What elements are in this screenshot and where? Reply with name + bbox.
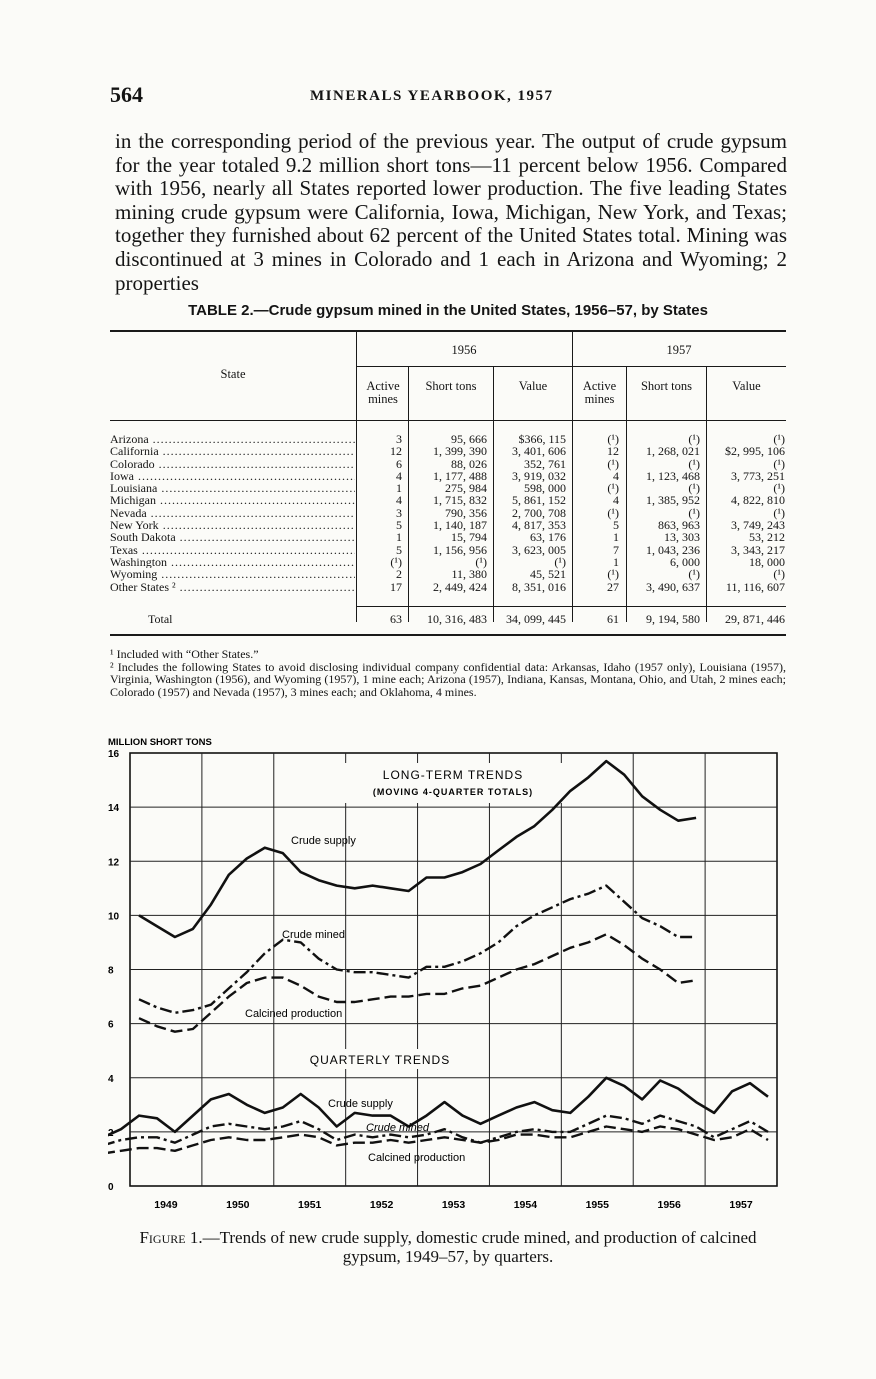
tons-1957-cell: 1, 043, 236 <box>646 542 700 557</box>
short-tons-header: Short tons <box>425 379 477 393</box>
mines-1956-cell: 1 <box>396 530 402 545</box>
value-1957-cell: 18, 000 <box>749 554 785 569</box>
total-label: Total <box>148 612 173 626</box>
tons-1957-cell: 6, 000 <box>670 554 700 569</box>
value-1956-cell: 4, 817, 353 <box>512 518 566 533</box>
gypsum-table <box>110 330 786 638</box>
total-value-1956: 34, 099, 445 <box>506 612 566 626</box>
x-tick-label: 1957 <box>729 1199 753 1211</box>
y-tick-label: 14 <box>108 803 120 815</box>
series-labels <box>245 835 465 1164</box>
value-1957-cell: 3, 343, 217 <box>731 542 785 557</box>
label-calcined-quarterly: Calcined production <box>368 1152 466 1164</box>
value-1957-cell: 11, 116, 607 <box>725 579 785 594</box>
value-1956-cell: 5, 861, 152 <box>512 493 566 508</box>
value-1957-cell: (¹) <box>773 432 785 446</box>
figure-caption <box>110 1228 786 1266</box>
tons-1956-cell: 1, 399, 390 <box>433 444 487 459</box>
value-1957-cell: $2, 995, 106 <box>725 444 785 459</box>
x-tick-label: 1955 <box>585 1199 609 1211</box>
state-cell: Nevada ..... <box>110 507 355 519</box>
mines-1957-cell: 4 <box>613 468 619 483</box>
mines-1957-cell: 1 <box>613 554 619 569</box>
chart-series <box>108 761 768 1153</box>
y-tick-label: 0 <box>108 1182 114 1193</box>
y-axis-label: MILLION SHORT TONS <box>108 737 212 748</box>
value-1957-column <box>707 433 785 593</box>
value-1956-cell: 3, 919, 032 <box>512 468 566 483</box>
mines-1957-cell: (¹) <box>607 481 619 496</box>
value-1957-cell: 4, 822, 810 <box>731 493 785 508</box>
label-crude-mined-quarterly: Crude mined <box>366 1122 429 1134</box>
tons-1957-cell: 863, 963 <box>658 518 700 533</box>
y-tick-label: 12 <box>108 857 120 869</box>
mines-1956-column <box>358 433 402 593</box>
value-1957-cell: (¹) <box>773 481 785 496</box>
footnote-1: ¹ Included with “Other States.” <box>110 647 259 661</box>
header-bottom-rule <box>110 420 786 421</box>
y-tick-label: 16 <box>108 749 120 760</box>
state-cell: South Dakota ..... <box>110 531 355 543</box>
tons-1956-cell: 1, 156, 956 <box>433 542 487 557</box>
state-column <box>110 433 355 593</box>
label-crude-supply-quarterly: Crude supply <box>328 1098 393 1110</box>
value-1956-cell: 352, 761 <box>524 456 566 471</box>
tons-1956-cell: 1, 715, 832 <box>433 493 487 508</box>
y-tick-label: 2 <box>108 1127 114 1139</box>
figure-label: Figure 1. <box>139 1228 203 1247</box>
state-cell: Arizona ..... <box>110 433 355 445</box>
short-tons-header: Short tons <box>640 379 693 393</box>
state-cell: Colorado ..... <box>110 458 355 470</box>
tons-1957-cell: (¹) <box>688 567 700 582</box>
value-header: Value <box>732 379 761 393</box>
label-crude-mined-long: Crude mined <box>282 929 345 941</box>
x-tick-label: 1954 <box>513 1199 538 1211</box>
state-cell: Texas ..... <box>110 544 355 556</box>
x-tick-label: 1952 <box>369 1199 394 1211</box>
state-cell: California ..... <box>110 445 355 457</box>
tons-1956-cell: 275, 984 <box>445 481 487 496</box>
value-1956-cell: 45, 521 <box>530 567 566 582</box>
x-tick-label: 1956 <box>657 1199 681 1211</box>
table-bottom-rule <box>110 634 786 636</box>
mines-1957-cell: (¹) <box>607 456 619 471</box>
year-1956-header: 1956 <box>451 343 477 357</box>
page-header <box>110 82 786 112</box>
table-top-rule <box>110 330 786 332</box>
value-1956-cell: 3, 623, 005 <box>512 542 566 557</box>
state-cell: New York ..... <box>110 519 355 531</box>
tons-1956-cell: 88, 026 <box>451 456 487 471</box>
tons-1957-cell: (¹) <box>688 456 700 471</box>
tons-1956-cell: 790, 356 <box>445 505 487 520</box>
y-tick-labels <box>108 749 120 1193</box>
y-tick-label: 6 <box>108 1019 114 1031</box>
footnote-2: ² Includes the following States to avoid disclosing individual company confidential data: Arkansas, Idaho (1957 only), Louisiana (1957), Virginia, Washington (1956), and Wyoming (1957), 1 mine each; Arizona (1957), Indiana, Kansas, Montana, Ohio, and Utah, 2 mines each; Colorado (1957) and Nevada (1957), 3 mines each; and Oklahoma, 4 mines. <box>110 659 786 699</box>
tons-1956-cell: (¹) <box>475 554 487 569</box>
long-term-subtitle: (MOVING 4-QUARTER TOTALS) <box>372 787 534 797</box>
state-cell: Michigan ..... <box>110 494 355 506</box>
body-paragraph: in the corresponding period of the previous year. The output of crude gypsum for the year totaled 9.2 million short tons—11 percent below 1956. Compared with 1956, nearly all States reported lower production. The five leading States mining crude gypsum were California, Iowa, Michigan, New York, and Texas; together they furnished about 62 percent of the United States total. Mining was discontinued at 3 mines in Colorado and 1 each in Arizona and Wyoming; 2 properties <box>115 129 787 295</box>
active-mines-header: Active mines <box>366 379 400 406</box>
x-tick-labels <box>154 1199 753 1211</box>
total-mines-1957: 61 <box>607 612 619 626</box>
quarterly-title: QUARTERLY TRENDS <box>309 1053 451 1067</box>
total-rule <box>356 606 786 607</box>
value-1956-cell: 3, 401, 606 <box>512 444 566 459</box>
mines-1956-cell: 5 <box>396 542 402 557</box>
mines-1956-cell: 6 <box>396 456 402 471</box>
y-tick-label: 10 <box>108 911 120 923</box>
value-1957-cell: (¹) <box>773 505 785 520</box>
value-1957-cell: (¹) <box>773 567 785 582</box>
running-title: MINERALS YEARBOOK, 1957 <box>310 88 554 104</box>
state-cell: Washington ..... <box>110 556 355 568</box>
total-value-1957: 29, 871, 446 <box>725 612 785 626</box>
total-tons-1956: 10, 316, 483 <box>427 612 487 626</box>
state-cell: Wyoming ..... <box>110 568 355 580</box>
table-title: TABLE 2.—Crude gypsum mined in the United States, 1956–57, by States <box>188 302 708 319</box>
tons-1956-cell: 95, 666 <box>451 432 487 446</box>
state-cell: Iowa ..... <box>110 470 355 482</box>
tons-1957-cell: 13, 303 <box>664 530 700 545</box>
tons-1957-cell: 1, 123, 468 <box>646 468 700 483</box>
y-tick-label: 8 <box>108 965 114 977</box>
value-1957-cell: 3, 773, 251 <box>731 468 785 483</box>
tons-1956-cell: 15, 794 <box>451 530 487 545</box>
tons-1956-cell: 11, 380 <box>451 567 487 582</box>
gypsum-trends-chart <box>108 733 788 1223</box>
header-rule <box>356 366 786 367</box>
mines-1957-cell: (¹) <box>607 432 619 446</box>
table-footnotes <box>110 648 786 698</box>
mines-1957-cell: 1 <box>613 530 619 545</box>
x-tick-label: 1953 <box>441 1199 466 1211</box>
tons-1957-cell: (¹) <box>688 481 700 496</box>
x-tick-label: 1951 <box>298 1199 322 1211</box>
tons-1957-column <box>627 433 700 593</box>
tons-1957-cell: (¹) <box>688 432 700 446</box>
column-rule <box>356 330 357 622</box>
label-crude-supply-long: Crude supply <box>291 835 356 847</box>
y-tick-label: 4 <box>108 1073 114 1085</box>
value-1956-cell: 8, 351, 016 <box>512 579 566 594</box>
mines-1957-column <box>573 433 619 593</box>
value-1956-cell: 2, 700, 708 <box>512 505 566 520</box>
mines-1956-cell: 3 <box>396 432 402 446</box>
state-cell: Louisiana ..... <box>110 482 355 494</box>
mines-1956-cell: 17 <box>390 579 402 594</box>
state-header: State <box>220 367 246 381</box>
mines-1956-cell: 2 <box>396 567 402 582</box>
mines-1957-cell: (¹) <box>607 567 619 582</box>
mines-1957-cell: 5 <box>613 518 619 533</box>
value-1957-cell: 53, 212 <box>749 530 785 545</box>
mines-1956-cell: 4 <box>396 493 402 508</box>
tons-1957-cell: 1, 268, 021 <box>646 444 700 459</box>
value-1956-cell: $366, 115 <box>518 432 566 446</box>
mines-1956-cell: (¹) <box>390 554 402 569</box>
value-1957-cell: (¹) <box>773 456 785 471</box>
mines-1957-cell: 7 <box>613 542 619 557</box>
value-1956-column <box>494 433 566 593</box>
page-number: 564 <box>110 82 143 107</box>
active-mines-header: Active mines <box>582 379 617 406</box>
tons-1957-cell: 1, 385, 952 <box>646 493 700 508</box>
tons-1956-cell: 2, 449, 424 <box>433 579 487 594</box>
tons-1956-cell: 1, 140, 187 <box>433 518 487 533</box>
total-tons-1957: 9, 194, 580 <box>646 612 700 626</box>
mines-1956-cell: 1 <box>396 481 402 496</box>
value-1956-cell: (¹) <box>554 554 566 569</box>
value-header: Value <box>518 379 548 393</box>
value-1956-cell: 598, 000 <box>524 481 566 496</box>
state-cell: Other States ² ..... <box>110 581 355 593</box>
mines-1957-cell: 27 <box>607 579 619 594</box>
tons-1957-cell: 3, 490, 637 <box>646 579 700 594</box>
mines-1956-cell: 3 <box>396 505 402 520</box>
value-1957-cell: 3, 749, 243 <box>731 518 785 533</box>
label-calcined-long: Calcined production <box>245 1008 343 1020</box>
year-1957-header: 1957 <box>666 343 692 357</box>
x-tick-label: 1949 <box>154 1199 178 1211</box>
mines-1956-cell: 4 <box>396 468 402 483</box>
mines-1957-cell: (¹) <box>607 505 619 520</box>
mines-1957-cell: 4 <box>613 493 619 508</box>
tons-1956-cell: 1, 177, 488 <box>433 468 487 483</box>
mines-1956-cell: 5 <box>396 518 402 533</box>
caption-text: —Trends of new crude supply, domestic crude mined, and production of calcined gypsum, 1949–57, by quarters. <box>202 1228 757 1266</box>
tons-1956-column <box>409 433 487 593</box>
x-tick-label: 1950 <box>226 1199 250 1211</box>
mines-1957-cell: 12 <box>607 444 619 459</box>
mines-1956-cell: 12 <box>390 444 402 459</box>
value-1956-cell: 63, 176 <box>530 530 566 545</box>
tons-1957-cell: (¹) <box>688 505 700 520</box>
total-mines-1956: 63 <box>390 612 402 626</box>
long-term-title: LONG-TERM TRENDS <box>382 768 524 782</box>
